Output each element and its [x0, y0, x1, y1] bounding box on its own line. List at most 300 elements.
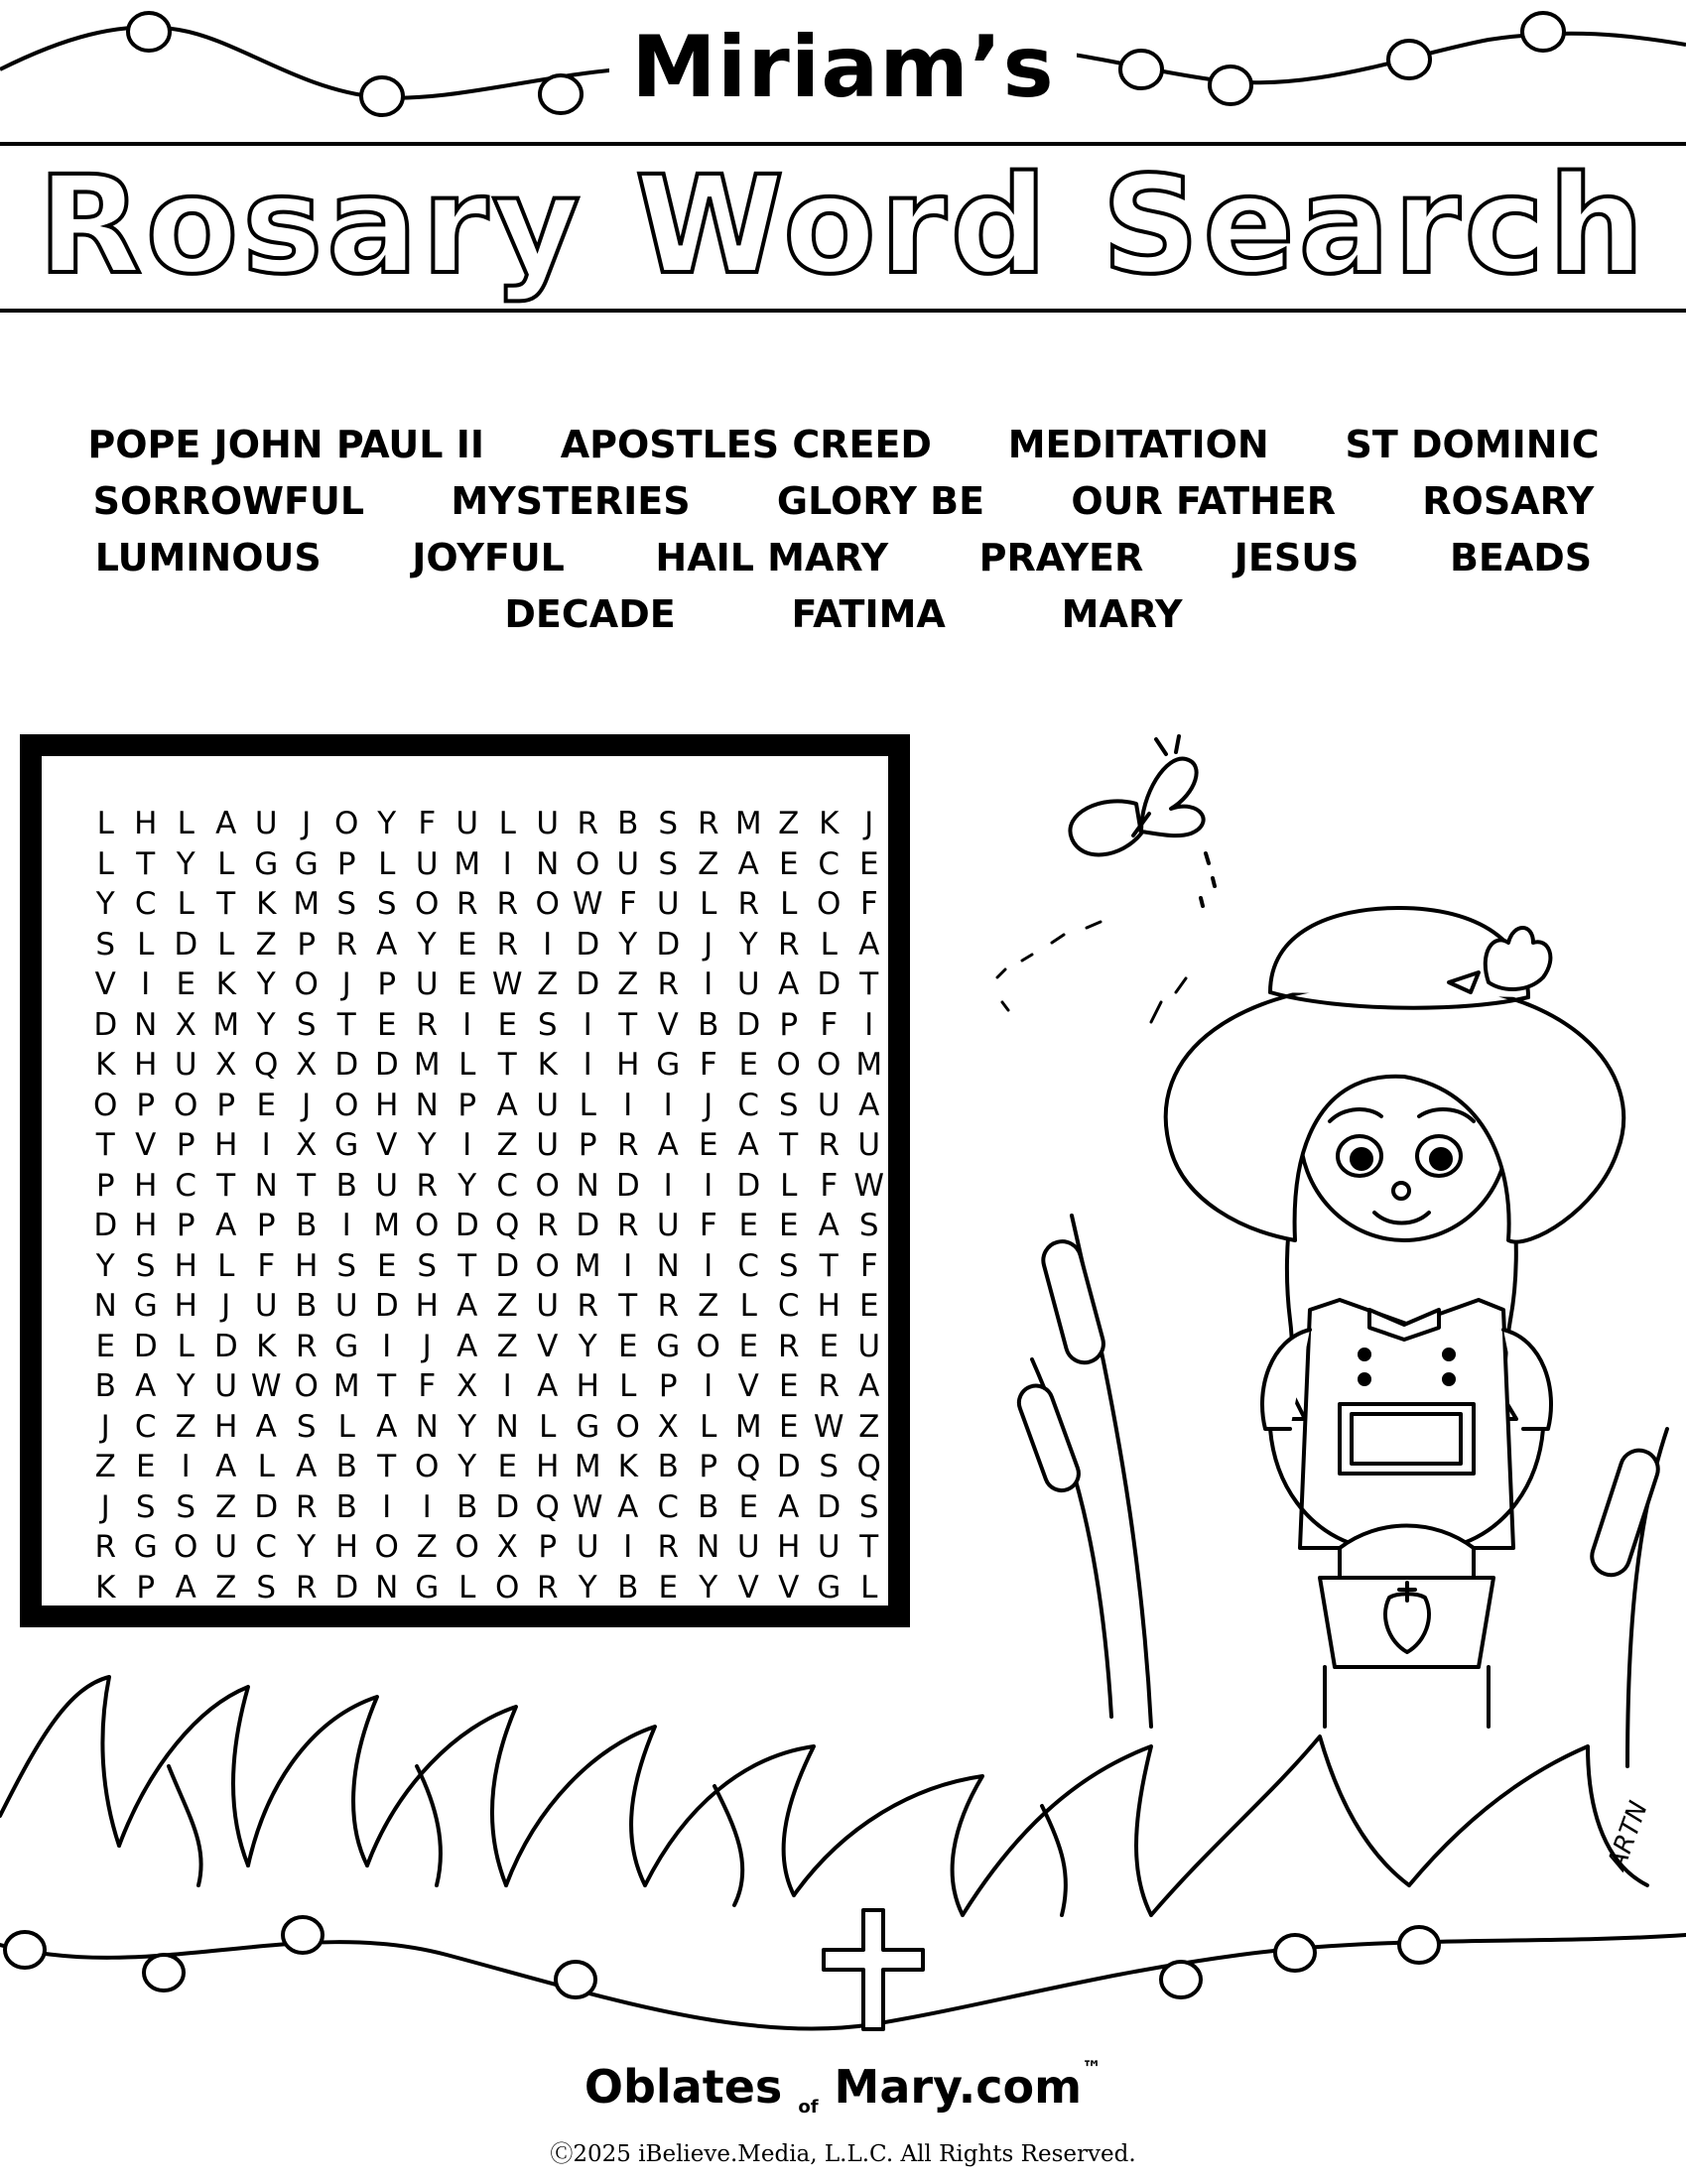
grid-letter[interactable]: A — [175, 1569, 196, 1606]
grid-letter[interactable]: A — [778, 1488, 800, 1525]
grid-letter[interactable]: H — [334, 1529, 358, 1565]
grid-letter[interactable]: Z — [175, 1408, 196, 1445]
grid-letter[interactable]: J — [302, 1087, 312, 1123]
grid-letter[interactable]: A — [657, 1127, 679, 1163]
grid-letter[interactable]: B — [296, 1288, 318, 1324]
grid-letter[interactable]: H — [134, 1047, 158, 1083]
grid-letter[interactable]: F — [418, 1368, 437, 1404]
grid-letter[interactable]: V — [376, 1127, 398, 1163]
grid-letter[interactable]: D — [254, 1488, 279, 1525]
grid-letter[interactable]: E — [456, 926, 477, 963]
grid-letter[interactable]: H — [295, 1247, 319, 1284]
grid-letter[interactable]: F — [820, 1167, 839, 1204]
grid-letter[interactable]: S — [336, 886, 357, 922]
grid-letter[interactable]: D — [576, 1208, 600, 1243]
grid-letter[interactable]: Z — [698, 1288, 719, 1324]
grid-letter[interactable]: Y — [457, 1167, 477, 1204]
grid-letter[interactable]: J — [864, 806, 874, 841]
grid-letter[interactable]: U — [736, 1529, 760, 1565]
grid-letter[interactable]: T — [216, 1167, 236, 1204]
grid-letter[interactable]: M — [332, 1368, 360, 1404]
grid-letter[interactable]: O — [93, 1087, 118, 1123]
grid-letter[interactable]: E — [135, 1449, 156, 1484]
grid-letter[interactable]: P — [699, 1449, 718, 1484]
grid-letter[interactable]: A — [617, 1488, 639, 1525]
grid-letter[interactable]: O — [334, 806, 359, 841]
grid-letter[interactable]: R — [536, 1208, 559, 1243]
grid-letter[interactable]: Q — [856, 1449, 881, 1484]
grid-letter[interactable]: L — [700, 1408, 717, 1445]
grid-letter[interactable]: U — [254, 806, 278, 841]
grid-letter[interactable]: Q — [736, 1449, 761, 1484]
grid-letter[interactable]: R — [697, 806, 719, 841]
grid-letter[interactable]: H — [174, 1247, 197, 1284]
grid-letter[interactable]: Z — [496, 1328, 518, 1364]
grid-letter[interactable]: P — [95, 1167, 115, 1204]
grid-letter[interactable]: M — [413, 1047, 441, 1083]
grid-letter[interactable]: S — [135, 1247, 156, 1284]
grid-letter[interactable]: I — [704, 1167, 713, 1204]
grid-letter[interactable]: Y — [457, 1408, 477, 1445]
grid-letter[interactable]: D — [374, 1288, 399, 1324]
grid-letter[interactable]: R — [777, 926, 800, 963]
grid-letter[interactable]: E — [858, 845, 879, 882]
grid-letter[interactable]: P — [457, 1087, 477, 1123]
grid-letter[interactable]: U — [254, 1288, 278, 1324]
grid-letter[interactable]: P — [658, 1368, 678, 1404]
grid-letter[interactable]: Z — [416, 1529, 438, 1565]
grid-letter[interactable]: Y — [699, 1569, 718, 1606]
grid-letter[interactable]: M — [293, 886, 321, 922]
grid-letter[interactable]: U — [214, 1368, 238, 1404]
grid-letter[interactable]: K — [819, 806, 840, 841]
grid-letter[interactable]: T — [859, 966, 879, 1002]
grid-letter[interactable]: E — [658, 1569, 679, 1606]
grid-letter[interactable]: U — [656, 886, 680, 922]
grid-letter[interactable]: U — [375, 1167, 399, 1204]
grid-letter[interactable]: P — [336, 845, 356, 882]
grid-letter[interactable]: D — [454, 1208, 479, 1243]
grid-letter[interactable]: U — [817, 1529, 841, 1565]
grid-letter[interactable]: N — [656, 1247, 680, 1284]
grid-letter[interactable]: R — [455, 886, 478, 922]
grid-letter[interactable]: V — [537, 1328, 559, 1364]
grid-letter[interactable]: Y — [377, 806, 397, 841]
grid-letter[interactable]: E — [778, 1368, 799, 1404]
grid-letter[interactable]: F — [859, 886, 878, 922]
grid-letter[interactable]: R — [737, 886, 760, 922]
grid-letter[interactable]: E — [497, 1449, 518, 1484]
grid-letter[interactable]: N — [254, 1167, 278, 1204]
grid-letter[interactable]: Y — [578, 1569, 597, 1606]
grid-letter[interactable]: I — [422, 1488, 432, 1525]
grid-letter[interactable]: U — [174, 1047, 197, 1083]
grid-letter[interactable]: R — [536, 1569, 559, 1606]
grid-letter[interactable]: O — [576, 845, 600, 882]
grid-letter[interactable]: T — [618, 1006, 638, 1043]
grid-letter[interactable]: E — [256, 1087, 277, 1123]
grid-letter[interactable]: A — [376, 1408, 398, 1445]
grid-letter[interactable]: A — [215, 1449, 237, 1484]
grid-letter[interactable]: V — [737, 1368, 759, 1404]
grid-letter[interactable]: E — [738, 1488, 759, 1525]
grid-letter[interactable]: U — [857, 1328, 881, 1364]
grid-letter[interactable]: A — [778, 966, 800, 1002]
grid-letter[interactable]: E — [698, 1127, 718, 1163]
grid-letter[interactable]: N — [415, 1087, 439, 1123]
grid-letter[interactable]: K — [95, 1569, 116, 1606]
grid-letter[interactable]: F — [418, 806, 437, 841]
grid-letter[interactable]: Z — [537, 966, 559, 1002]
grid-letter[interactable]: L — [539, 1408, 557, 1445]
grid-letter[interactable]: S — [819, 1449, 840, 1484]
grid-letter[interactable]: R — [94, 1529, 117, 1565]
grid-letter[interactable]: L — [217, 926, 235, 963]
grid-letter[interactable]: O — [294, 966, 319, 1002]
grid-letter[interactable]: L — [498, 806, 516, 841]
grid-letter[interactable]: J — [100, 1488, 110, 1525]
grid-letter[interactable]: J — [341, 966, 351, 1002]
grid-letter[interactable]: I — [141, 966, 151, 1002]
grid-letter[interactable]: T — [336, 1006, 356, 1043]
grid-letter[interactable]: P — [377, 966, 397, 1002]
grid-letter[interactable]: H — [777, 1529, 801, 1565]
grid-letter[interactable]: A — [215, 1208, 237, 1243]
grid-letter[interactable]: L — [820, 926, 838, 963]
grid-letter[interactable]: A — [456, 1288, 478, 1324]
grid-letter[interactable]: S — [658, 806, 679, 841]
grid-letter[interactable]: S — [858, 1208, 879, 1243]
grid-letter[interactable]: R — [577, 806, 599, 841]
grid-letter[interactable]: I — [341, 1208, 351, 1243]
grid-letter[interactable]: Q — [495, 1208, 520, 1243]
grid-letter[interactable]: G — [817, 1569, 842, 1606]
grid-letter[interactable]: D — [133, 1328, 158, 1364]
grid-letter[interactable]: E — [738, 1208, 759, 1243]
grid-letter[interactable]: R — [657, 1288, 680, 1324]
grid-letter[interactable]: A — [135, 1368, 157, 1404]
grid-letter[interactable]: H — [134, 806, 158, 841]
grid-letter[interactable]: X — [657, 1408, 679, 1445]
grid-letter[interactable]: B — [296, 1208, 318, 1243]
grid-letter[interactable]: A — [255, 1408, 277, 1445]
grid-letter[interactable]: O — [776, 1047, 801, 1083]
grid-letter[interactable]: N — [495, 1408, 519, 1445]
grid-letter[interactable]: H — [375, 1087, 399, 1123]
grid-letter[interactable]: L — [860, 1569, 878, 1606]
grid-letter[interactable]: S — [296, 1006, 317, 1043]
grid-letter[interactable]: R — [295, 1328, 318, 1364]
grid-letter[interactable]: J — [422, 1328, 432, 1364]
grid-letter[interactable]: U — [536, 1127, 560, 1163]
grid-letter[interactable]: S — [537, 1006, 558, 1043]
grid-letter[interactable]: L — [177, 886, 195, 922]
grid-letter[interactable]: B — [698, 1488, 719, 1525]
grid-letter[interactable]: C — [175, 1167, 197, 1204]
grid-letter[interactable]: K — [215, 966, 236, 1002]
grid-letter[interactable]: R — [616, 1208, 639, 1243]
grid-letter[interactable]: H — [214, 1408, 238, 1445]
grid-letter[interactable]: O — [696, 1328, 720, 1364]
grid-letter[interactable]: H — [174, 1288, 197, 1324]
grid-letter[interactable]: Y — [417, 926, 437, 963]
grid-letter[interactable]: D — [495, 1247, 520, 1284]
grid-letter[interactable]: G — [656, 1047, 681, 1083]
grid-letter[interactable]: S — [376, 886, 397, 922]
grid-letter[interactable]: L — [780, 886, 798, 922]
grid-letter[interactable]: R — [577, 1288, 599, 1324]
grid-letter[interactable]: T — [457, 1247, 477, 1284]
grid-letter[interactable]: N — [576, 1167, 599, 1204]
grid-letter[interactable]: B — [335, 1488, 357, 1525]
grid-letter[interactable]: U — [576, 1529, 599, 1565]
grid-letter[interactable]: G — [133, 1288, 158, 1324]
grid-letter[interactable]: O — [495, 1569, 520, 1606]
grid-letter[interactable]: N — [93, 1288, 117, 1324]
grid-letter[interactable]: V — [135, 1127, 157, 1163]
grid-letter[interactable]: K — [256, 886, 277, 922]
grid-letter[interactable]: H — [576, 1368, 599, 1404]
grid-letter[interactable]: O — [174, 1529, 198, 1565]
grid-letter[interactable]: E — [738, 1328, 759, 1364]
grid-letter[interactable]: U — [536, 1087, 560, 1123]
grid-letter[interactable]: S — [176, 1488, 196, 1525]
grid-letter[interactable]: E — [176, 966, 196, 1002]
grid-letter[interactable]: E — [819, 1328, 840, 1364]
grid-letter[interactable]: Y — [297, 1529, 317, 1565]
grid-letter[interactable]: D — [93, 1006, 118, 1043]
grid-letter[interactable]: X — [456, 1368, 478, 1404]
grid-letter[interactable]: F — [618, 886, 637, 922]
grid-letter[interactable]: Z — [255, 926, 277, 963]
grid-letter[interactable]: C — [134, 1408, 157, 1445]
grid-letter[interactable]: X — [215, 1047, 237, 1083]
grid-letter[interactable]: L — [137, 926, 155, 963]
grid-letter[interactable]: F — [699, 1208, 717, 1243]
grid-letter[interactable]: B — [335, 1167, 357, 1204]
grid-letter[interactable]: I — [663, 1167, 673, 1204]
grid-letter[interactable]: B — [94, 1368, 116, 1404]
grid-letter[interactable]: V — [737, 1569, 759, 1606]
grid-letter[interactable]: R — [496, 886, 519, 922]
grid-letter[interactable]: T — [497, 1047, 517, 1083]
grid-letter[interactable]: I — [543, 926, 553, 963]
grid-letter[interactable]: U — [817, 1087, 841, 1123]
grid-letter[interactable]: H — [616, 1047, 640, 1083]
grid-letter[interactable]: X — [496, 1529, 518, 1565]
grid-letter[interactable]: M — [734, 806, 762, 841]
grid-letter[interactable]: I — [462, 1006, 472, 1043]
grid-letter[interactable]: S — [658, 845, 679, 882]
grid-letter[interactable]: Q — [535, 1488, 560, 1525]
grid-letter[interactable]: J — [704, 926, 713, 963]
grid-letter[interactable]: E — [376, 1006, 397, 1043]
grid-letter[interactable]: M — [373, 1208, 401, 1243]
grid-letter[interactable]: E — [738, 1047, 759, 1083]
grid-letter[interactable]: Y — [738, 926, 758, 963]
grid-letter[interactable]: I — [663, 1087, 673, 1123]
grid-letter[interactable]: A — [296, 1449, 318, 1484]
grid-letter[interactable]: K — [537, 1047, 558, 1083]
grid-letter[interactable]: I — [704, 1368, 713, 1404]
grid-letter[interactable]: U — [214, 1529, 238, 1565]
grid-letter[interactable]: T — [859, 1529, 879, 1565]
grid-letter[interactable]: D — [817, 1488, 842, 1525]
grid-letter[interactable]: L — [780, 1167, 798, 1204]
grid-letter[interactable]: A — [858, 1368, 880, 1404]
grid-letter[interactable]: O — [817, 886, 842, 922]
grid-letter[interactable]: S — [778, 1247, 799, 1284]
grid-letter[interactable]: T — [297, 1167, 317, 1204]
grid-letter[interactable]: A — [858, 1087, 880, 1123]
grid-letter[interactable]: R — [295, 1488, 318, 1525]
grid-letter[interactable]: X — [296, 1127, 318, 1163]
grid-letter[interactable]: P — [176, 1208, 195, 1243]
grid-letter[interactable]: Y — [578, 1328, 597, 1364]
grid-letter[interactable]: Y — [176, 1368, 195, 1404]
grid-letter[interactable]: D — [495, 1488, 520, 1525]
grid-letter[interactable]: F — [820, 1006, 839, 1043]
grid-letter[interactable]: X — [175, 1006, 196, 1043]
grid-letter[interactable]: T — [377, 1368, 397, 1404]
grid-letter[interactable]: U — [536, 1288, 560, 1324]
grid-letter[interactable]: Z — [617, 966, 639, 1002]
grid-letter[interactable]: J — [704, 1087, 713, 1123]
grid-letter[interactable]: D — [615, 1167, 640, 1204]
grid-letter[interactable]: L — [337, 1408, 355, 1445]
grid-letter[interactable]: E — [617, 1328, 638, 1364]
grid-letter[interactable]: E — [456, 966, 477, 1002]
grid-letter[interactable]: N — [134, 1006, 158, 1043]
grid-letter[interactable]: G — [254, 845, 279, 882]
grid-letter[interactable]: R — [416, 1167, 439, 1204]
grid-letter[interactable]: Y — [176, 845, 195, 882]
grid-letter[interactable]: O — [817, 1047, 842, 1083]
grid-letter[interactable]: O — [454, 1529, 479, 1565]
grid-letter[interactable]: G — [576, 1408, 600, 1445]
grid-letter[interactable]: O — [535, 886, 560, 922]
grid-letter[interactable]: E — [858, 1288, 879, 1324]
grid-letter[interactable]: M — [454, 845, 481, 882]
grid-letter[interactable]: T — [95, 1127, 115, 1163]
grid-letter[interactable]: L — [177, 1328, 195, 1364]
grid-letter[interactable]: L — [458, 1047, 476, 1083]
grid-letter[interactable]: Z — [215, 1488, 237, 1525]
grid-letter[interactable]: M — [212, 1006, 240, 1043]
grid-letter[interactable]: T — [618, 1288, 638, 1324]
grid-letter[interactable]: R — [818, 1368, 841, 1404]
grid-letter[interactable]: D — [213, 1328, 238, 1364]
grid-letter[interactable]: I — [864, 1006, 874, 1043]
grid-letter[interactable]: L — [217, 1247, 235, 1284]
grid-letter[interactable]: F — [257, 1247, 276, 1284]
grid-letter[interactable]: S — [95, 926, 116, 963]
grid-letter[interactable]: U — [857, 1127, 881, 1163]
grid-letter[interactable]: N — [697, 1529, 720, 1565]
grid-letter[interactable]: C — [777, 1288, 800, 1324]
grid-letter[interactable]: Y — [417, 1127, 437, 1163]
grid-letter[interactable]: M — [734, 1408, 762, 1445]
grid-letter[interactable]: I — [382, 1328, 392, 1364]
grid-letter[interactable]: O — [174, 1087, 198, 1123]
grid-letter[interactable]: I — [583, 1047, 592, 1083]
grid-letter[interactable]: A — [376, 926, 398, 963]
grid-letter[interactable]: P — [216, 1087, 236, 1123]
grid-letter[interactable]: I — [502, 1368, 512, 1404]
grid-letter[interactable]: G — [294, 845, 319, 882]
grid-letter[interactable]: N — [375, 1569, 399, 1606]
grid-letter[interactable]: F — [699, 1047, 717, 1083]
grid-letter[interactable]: I — [502, 845, 512, 882]
grid-letter[interactable]: D — [174, 926, 198, 963]
grid-letter[interactable]: R — [777, 1328, 800, 1364]
grid-letter[interactable]: P — [297, 926, 317, 963]
grid-letter[interactable]: B — [456, 1488, 478, 1525]
grid-letter[interactable]: T — [377, 1449, 397, 1484]
grid-letter[interactable]: O — [615, 1408, 640, 1445]
grid-letter[interactable]: L — [579, 1087, 596, 1123]
grid-letter[interactable]: O — [415, 1208, 440, 1243]
grid-letter[interactable]: Y — [618, 926, 638, 963]
grid-letter[interactable]: E — [778, 1408, 799, 1445]
grid-letter[interactable]: E — [376, 1247, 397, 1284]
grid-letter[interactable]: R — [416, 1006, 439, 1043]
grid-letter[interactable]: I — [623, 1247, 633, 1284]
grid-letter[interactable]: I — [704, 966, 713, 1002]
grid-letter[interactable]: T — [136, 845, 156, 882]
grid-letter[interactable]: U — [736, 966, 760, 1002]
grid-letter[interactable]: D — [576, 926, 600, 963]
grid-letter[interactable]: S — [256, 1569, 277, 1606]
grid-letter[interactable]: L — [177, 806, 195, 841]
grid-letter[interactable]: X — [296, 1047, 318, 1083]
grid-letter[interactable]: D — [656, 926, 681, 963]
grid-letter[interactable]: I — [462, 1127, 472, 1163]
grid-letter[interactable]: B — [617, 806, 639, 841]
grid-letter[interactable]: G — [334, 1328, 359, 1364]
grid-letter[interactable]: Z — [858, 1408, 880, 1445]
grid-letter[interactable]: U — [415, 845, 439, 882]
grid-letter[interactable]: U — [334, 1288, 358, 1324]
grid-letter[interactable]: L — [458, 1569, 476, 1606]
grid-letter[interactable]: I — [382, 1488, 392, 1525]
grid-letter[interactable]: Y — [95, 1247, 115, 1284]
grid-letter[interactable]: D — [334, 1047, 359, 1083]
grid-letter[interactable]: O — [334, 1087, 359, 1123]
grid-letter[interactable]: A — [737, 845, 759, 882]
grid-letter[interactable]: A — [456, 1328, 478, 1364]
grid-letter[interactable]: R — [335, 926, 358, 963]
grid-letter[interactable]: J — [100, 1408, 110, 1445]
grid-letter[interactable]: W — [572, 1488, 603, 1525]
grid-letter[interactable]: A — [537, 1368, 559, 1404]
grid-letter[interactable]: S — [417, 1247, 438, 1284]
grid-letter[interactable]: Z — [698, 845, 719, 882]
grid-letter[interactable]: F — [859, 1247, 878, 1284]
grid-letter[interactable]: E — [95, 1328, 116, 1364]
grid-letter[interactable]: C — [496, 1167, 519, 1204]
grid-letter[interactable]: D — [93, 1208, 118, 1243]
grid-letter[interactable]: O — [294, 1368, 319, 1404]
grid-letter[interactable]: A — [818, 1208, 840, 1243]
grid-letter[interactable]: Z — [778, 806, 800, 841]
grid-letter[interactable]: W — [250, 1368, 282, 1404]
grid-letter[interactable]: P — [136, 1087, 156, 1123]
grid-letter[interactable]: L — [739, 1288, 757, 1324]
grid-letter[interactable]: S — [778, 1087, 799, 1123]
grid-letter[interactable]: V — [657, 1006, 679, 1043]
grid-letter[interactable]: B — [335, 1449, 357, 1484]
